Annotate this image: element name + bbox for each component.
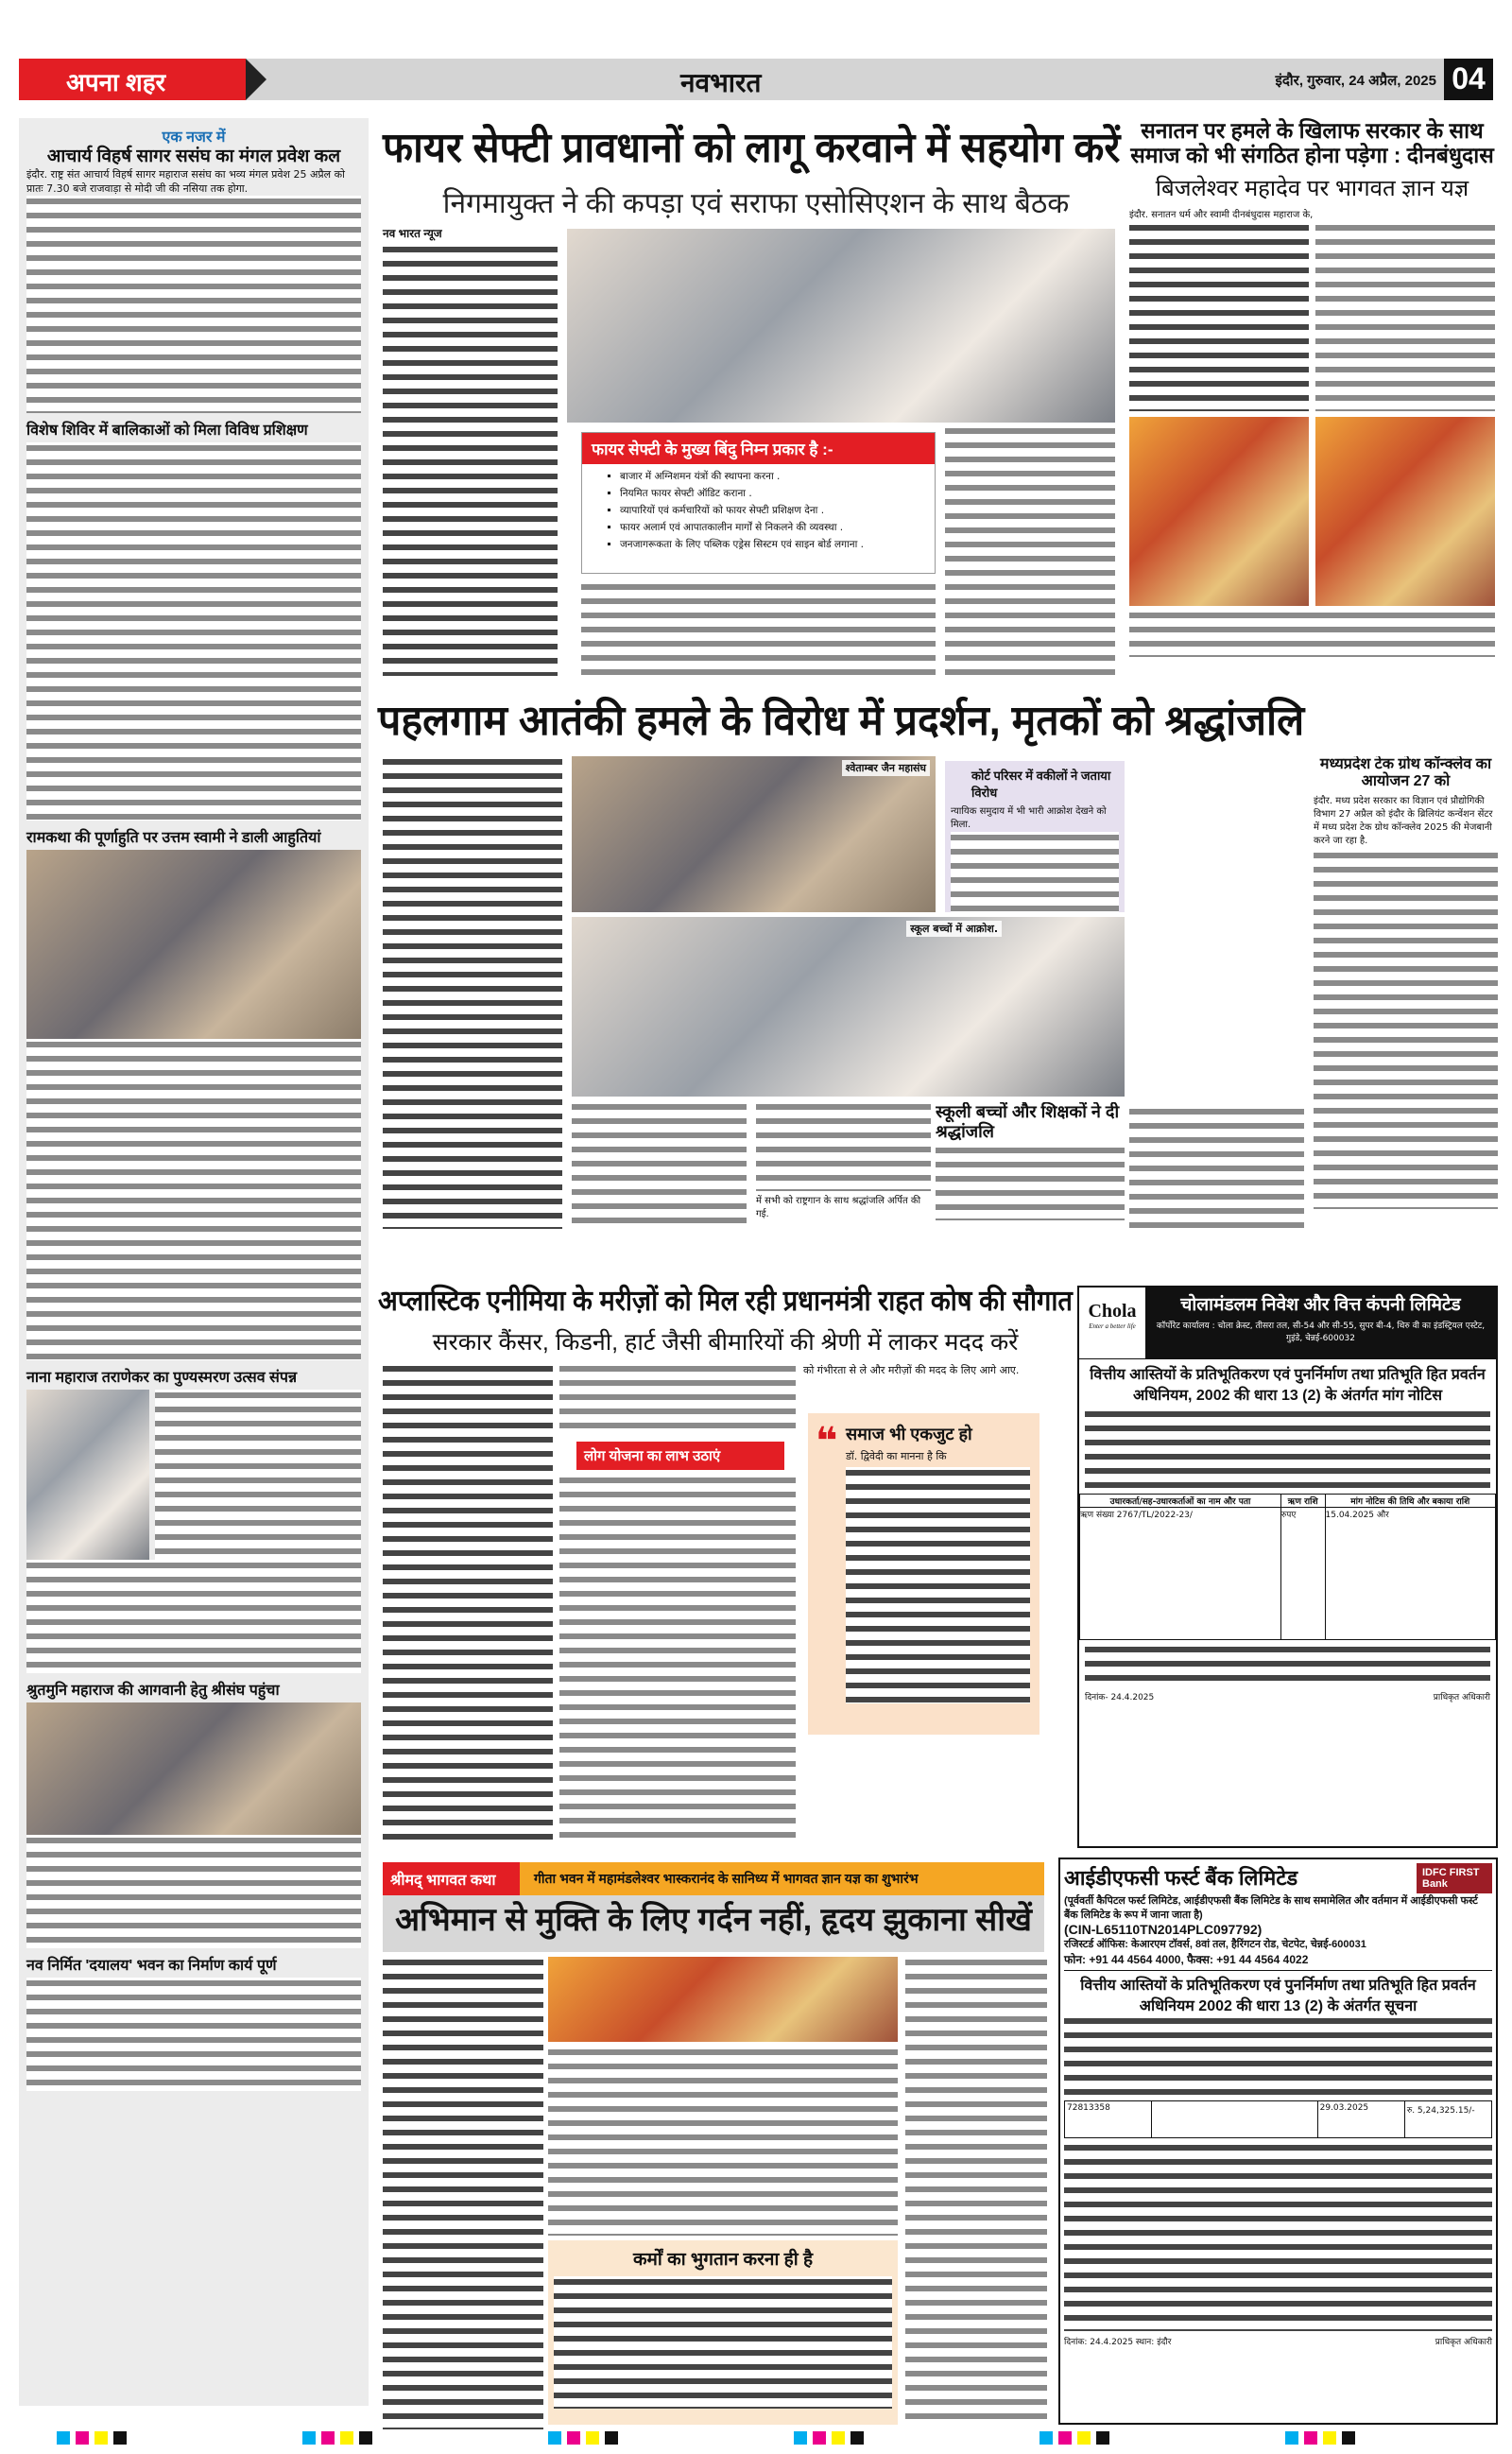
color-registration-bar <box>57 2431 1455 2445</box>
pahalgam-body <box>756 1101 931 1191</box>
page-header <box>19 59 1493 100</box>
pahalgam-body <box>1129 1106 1304 1229</box>
section-label: अपना शहर <box>19 59 246 100</box>
anemia-body <box>559 1363 796 1437</box>
anemia-body <box>559 1475 796 1843</box>
sanatan-photo <box>1315 417 1495 606</box>
fire-body <box>581 581 936 676</box>
table-header: उधारकर्ता/सह-उधारकर्ताओं का नाम और पता <box>1080 1495 1281 1508</box>
story-headline: नाना महाराज तराणेकर का पुण्यस्मरण उत्सव संपन्न <box>26 1369 298 1386</box>
samaj-lead: डॉ. द्विवेदी का मानना है कि <box>846 1450 947 1462</box>
story-lead: इंदौर. राष्ट्र संत आचार्य विहर्ष सागर महाराज ससंघ का भव्य मंगल प्रवेश 25 अप्रैल को प्रातः 7.30 बजे राजवाड़ा से मोदी जी की नसिया तक होगा. <box>26 167 345 195</box>
story-headline: रामकथा की पूर्णाहुति पर उत्तम स्वामी ने डाली आहुतियां <box>26 829 321 846</box>
bhagwat-headline: अभिमान से मुक्ति के लिए गर्दन नहीं, हृदय झुकाना सीखें <box>395 1902 1032 1938</box>
fire-points-list <box>582 464 935 553</box>
masthead: नवभारत <box>680 68 762 97</box>
table-header: मांग नोटिस की तिथि और बकाया राशि <box>1325 1495 1496 1508</box>
anemia-tail: को गंभीरता से ले और मरीज़ों की मदद के लिए आगे आए. <box>803 1364 1020 1376</box>
story-headline: श्रुतमुनि महाराज की आगवानी हेतु श्रीसंघ पहुंचा <box>26 1682 280 1699</box>
samaj-box <box>808 1413 1040 1735</box>
bhagwat-body <box>905 1957 1047 2425</box>
idfc-sign: प्राधिकृत अधिकारी <box>1435 2338 1492 2347</box>
story-body <box>26 1560 361 1673</box>
fire-point: ▪ व्यापारियों एवं कर्मचारियों को फायर सेफ्टी प्रशिक्षण देना . <box>620 502 935 519</box>
ramkatha-photo <box>26 850 361 1039</box>
idfc-phone: फोन: +91 44 4564 4000, फैक्स: +91 44 4564 4022 <box>1064 1953 1309 1966</box>
sanatan-body <box>1129 222 1309 411</box>
chola-logo: Chola Enter a better life <box>1088 1301 1137 1330</box>
bhagwat-photo <box>548 1957 898 2042</box>
bhagwat-yagya-photo <box>1129 417 1309 606</box>
idfc-table-row: 72813358 29.03.2025 रु. 5,24,325.15/- <box>1064 2100 1492 2138</box>
idfc-ad <box>1058 1858 1498 2425</box>
story-body <box>26 1978 361 2091</box>
fire-byline: नव भारत न्यूज <box>383 227 442 240</box>
samaj-body <box>846 1467 1030 1703</box>
tech-lead: इंदौर. मध्य प्रदेश सरकार का विज्ञान एवं प्रौद्योगिकी विभाग 27 अप्रैल को इंदौर के ब्रिलियंट कन्वेंशन सेंटर में मध्य प्रदेश टेक ग्रोथ कॉन्क्लेव 2025 की मेजबानी करने जा रहा है. <box>1314 795 1493 846</box>
chola-footer-text <box>1085 1644 1490 1686</box>
court-box <box>945 761 1125 912</box>
sanatan-subhead: बिजलेश्वर महादेव पर भागवत ज्ञान यज्ञ <box>1155 175 1469 201</box>
tech-body <box>1314 850 1498 1209</box>
story-headline: नव निर्मित 'दयालय' भवन का निर्माण कार्य पूर्ण <box>26 1957 277 1974</box>
protest-photo <box>572 756 936 912</box>
story-body <box>26 1039 361 1360</box>
pahalgam-end-text: में सभी को राष्ट्रगान के साथ श्रद्धांजलि अर्पित की गई. <box>756 1193 931 1219</box>
story-body <box>26 442 361 821</box>
anemia-headline: अप्लास्टिक एनीमिया के मरीज़ों को मिल रही प्रधानमंत्री राहत कोष की सौगात <box>378 1286 1073 1317</box>
court-lead: न्यायिक समुदाय में भी भारी आक्रोश देखने को मिला. <box>951 806 1107 830</box>
fire-point: ▪ बाजार में अग्निशमन यंत्रों की स्थापना करना . <box>620 468 935 485</box>
fire-subhead: निगमायुक्त ने की कपड़ा एवं सराफा एसोसिएशन के साथ बैठक <box>442 188 1070 219</box>
fire-point: ▪ नियमित फायर सेफ्टी ऑडिट कराना . <box>620 485 935 502</box>
ek-nazar-label: एक नजर में <box>162 130 226 146</box>
court-title: कोर्ट परिसर में वकीलों ने जताया विरोध <box>971 769 1111 800</box>
table-row: ऋण संख्या 2767/TL/2022-23/ रुपए 15.04.2025 और <box>1080 1508 1496 1640</box>
idfc-title: वित्तीय आस्तियों के प्रतिभूतिकरण एवं पुनर्निर्माण तथा प्रतिभूति हित प्रवर्तन अधिनियम 2002 की धारा 13 (2) के अंतर्गत सूचना <box>1064 1970 1492 2015</box>
photo-caption: स्कूल बच्चों में आक्रोश. <box>906 921 1002 937</box>
quote-icon: ❝ <box>816 1420 838 1463</box>
idfc-notice-body <box>1064 2142 1492 2331</box>
sanatan-headline: सनातन पर हमले के खिलाफ सरकार के साथ समाज को भी संगठित होना पड़ेगा : दीनबंधुदास <box>1130 118 1494 168</box>
tech-story <box>1314 756 1498 1229</box>
chola-sign: प्राधिकृत अधिकारी <box>1433 1693 1490 1702</box>
karm-box <box>548 2240 898 2425</box>
fire-body <box>945 425 1115 676</box>
table-header: ऋण राशि <box>1280 1495 1325 1508</box>
dateline: इंदौर, गुरुवार, 24 अप्रैल, 2025 <box>1275 73 1436 89</box>
photo-caption: श्वेताम्बर जैन महासंघ <box>842 760 930 776</box>
chola-date: दिनांक- 24.4.2025 <box>1085 1693 1155 1702</box>
tech-headline: मध्यप्रदेश टेक ग्रोथ कॉन्क्लेव का आयोजन 27 को <box>1319 756 1492 790</box>
idfc-office: रजिस्टर्ड ऑफिस: केआरएम टॉवर्स, 8वां तल, हैरिंगटन रोड, चेटपेट, चेन्नई-600031 <box>1064 1939 1366 1950</box>
left-column <box>19 118 369 2406</box>
idfc-place: दिनांक: 24.4.2025 स्थान: इंदौर <box>1064 2338 1172 2347</box>
story-body <box>26 196 361 413</box>
story-body <box>26 1835 361 1948</box>
idfc-former: (पूर्ववर्ती कैपिटल फर्स्ट लिमिटेड, आईडीएफसी बैंक लिमिटेड के साथ समामेलित और वर्तमान में आईडीएफसी फर्स्ट बैंक लिमिटेड के रूप में जाना जाता है) <box>1064 1895 1478 1921</box>
idfc-cin: (CIN-L65110TN2014PLC097792) <box>1064 1922 1263 1937</box>
school-photo <box>572 917 1125 1097</box>
chola-ad <box>1077 1286 1498 1848</box>
karm-body <box>554 2276 892 2409</box>
meeting-photo <box>567 229 1115 423</box>
sanatan-story <box>1129 118 1495 695</box>
bhagwat-tag: श्रीमद् भागवत कथा <box>383 1862 520 1895</box>
court-body <box>951 832 1119 912</box>
fire-body <box>383 244 558 676</box>
karm-title: कर्मों का भुगतान करना ही है <box>632 2250 814 2270</box>
bhagwat-body <box>383 1957 543 2429</box>
idfc-notice-body <box>1064 2015 1492 2100</box>
pahalgam-headline: पहलगाम आतंकी हमले के विरोध में प्रदर्शन, मृतकों को श्रद्धांजलि <box>378 698 1305 744</box>
fire-point: ▪ जनजागरूकता के लिए पब्लिक एड्रेस सिस्टम एवं साइन बोर्ड लगाना . <box>620 536 935 553</box>
samaj-title: समाज भी एकजुट हो <box>846 1425 972 1443</box>
chola-notice-body <box>1085 1408 1490 1494</box>
chola-table <box>1079 1494 1496 1640</box>
idfc-name: आईडीएफसी फर्स्ट बैंक लिमिटेड <box>1064 1866 1298 1890</box>
fire-headline: फायर सेफ्टी प्रावधानों को लागू करवाने में सहयोग करें <box>383 125 1121 171</box>
school-tribute <box>936 1102 1125 1229</box>
school-tribute-title: स्कूली बच्चों और शिक्षकों ने दी श्रद्धांजलि <box>936 1102 1120 1141</box>
fire-points-title: फायर सेफ्टी के मुख्य बिंदु निम्न प्रकार है :- <box>582 433 935 464</box>
chola-name: चोलामंडलम निवेश और वित्त कंपनी लिमिटेड <box>1180 1295 1461 1315</box>
chola-title: वित्तीय आस्तियों के प्रतिभूतिकरण एवं पुनर्निर्माण तथा प्रतिभूति हित प्रवर्तन अधिनियम, 2002 की धारा 13 (2) के अंतर्गत मांग नोटिस <box>1079 1358 1496 1408</box>
bhagwat-body <box>548 2047 898 2236</box>
sanatan-body <box>1129 610 1495 657</box>
sanatan-lead: इंदौर. सनातन धर्म और स्वामी दीनबंधुदास महाराज के, <box>1129 209 1314 220</box>
pahalgam-body <box>572 1101 747 1224</box>
section-arrow <box>246 59 266 100</box>
sanatan-body <box>1315 222 1495 411</box>
chola-address: कॉर्पोरेट कार्यालय : चोला क्रेस्ट, तीसरा तल, सी-54 और सी-55, सुपर बी-4, थिरु वी का इंडस्ट्रियल एस्टेट, गुइंडे, चेन्नई-600032 <box>1156 1322 1486 1343</box>
story-headline: विशेष शिविर में बालिकाओं को मिला विविध प्रशिक्षण <box>26 422 308 439</box>
anemia-body <box>383 1363 553 1843</box>
story-body <box>155 1390 361 1560</box>
shrutmuni-photo <box>26 1702 361 1835</box>
fire-points-box <box>581 432 936 574</box>
nana-maharaj-photo <box>26 1390 149 1560</box>
page-number: 04 <box>1444 59 1493 100</box>
idfc-logo: IDFC FIRST Bank <box>1417 1863 1492 1893</box>
school-body <box>936 1145 1125 1220</box>
yojana-box: लोग योजना का लाभ उठाएं <box>576 1442 784 1470</box>
pahalgam-body <box>383 756 562 1229</box>
bhagwat-strip <box>383 1862 1044 1895</box>
fire-point: ▪ फायर अलार्म एवं आपातकालीन मार्गों से निकलने की व्यवस्था . <box>620 519 935 536</box>
story-headline: आचार्य विहर्ष सागर ससंघ का मंगल प्रवेश कल <box>46 147 341 166</box>
anemia-subhead: सरकार कैंसर, किडनी, हार्ट जैसी बीमारियों की श्रेणी में लाकर मदद करें <box>432 1329 1019 1356</box>
bhagwat-strip-text: गीता भवन में महामंडलेश्वर भास्करानंद के सानिध्य में भागवत ज्ञान यज्ञ का शुभारंभ <box>534 1871 919 1886</box>
